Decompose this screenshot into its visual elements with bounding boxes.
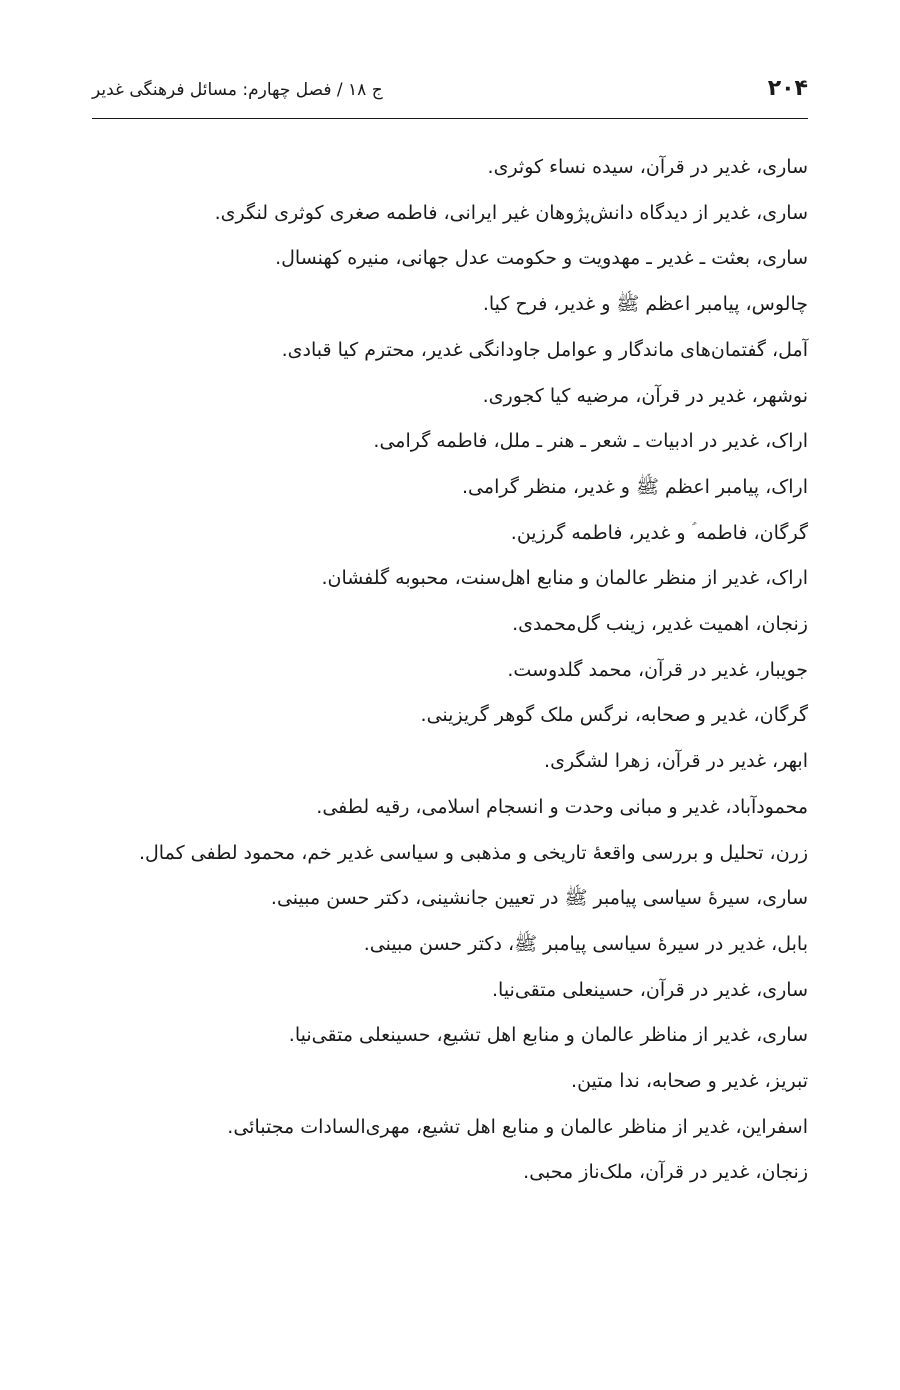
header-divider [92, 118, 808, 119]
list-item: ساری، غدیر از دیدگاه دانش‌پژوهان غیر ایرانی، فاطمه صغری کوثری لنگری. [214, 201, 808, 224]
list-item: گرگان، فاطمه ؑ و غدیر، فاطمه گرزین. [510, 521, 808, 544]
list-item: جویبار، غدیر در قرآن، محمد گلدوست. [507, 658, 808, 681]
list-item: تبریز، غدیر و صحابه، ندا متین. [571, 1070, 808, 1093]
list-item: اراک، پیامبر اعظم ﷺ و غدیر، منظر گرامی. [462, 475, 808, 498]
list-item: نوشهر، غدیر در قرآن، مرضیه کیا کجوری. [482, 384, 808, 407]
list-item: ساری، غدیر در قرآن، حسینعلی متقی‌نیا. [492, 978, 808, 1001]
list-item: زرن، تحلیل و بررسی واقعهٔ تاریخی و مذهبی و سیاسی غدیر خم، محمود لطفی کمال. [138, 841, 808, 864]
list-item: آمل، گفتمان‌های ماندگار و عوامل جاودانگی غدیر، محترم کیا قبادی. [281, 338, 808, 361]
running-title: ج ۱۸ / فصل چهارم: مسائل فرهنگی غدیر [92, 80, 383, 100]
page-header [92, 74, 808, 114]
list-item: اراک، غدیر در ادبیات ـ شعر ـ هنر ـ ملل، فاطمه گرامی. [373, 430, 808, 453]
list-item: اسفراین، غدیر از مناظر عالمان و منابع اهل تشیع، مهری‌السادات مجتبائی. [227, 1115, 808, 1138]
page-number: ۲۰۴ [767, 76, 808, 101]
list-item: زنجان، غدیر در قرآن، ملک‌ناز محبی. [523, 1161, 808, 1184]
list-item: ساری، سیرهٔ سیاسی پیامبر ﷺ در تعیین جانشینی، دکتر حسن مبینی. [270, 887, 808, 910]
list-item: ساری، بعثت ـ غدیر ـ مهدویت و حکومت عدل جهانی، منیره کهنسال. [275, 247, 808, 270]
list-item: محمودآباد، غدیر و مبانی وحدت و انسجام اسلامی، رقیه لطفی. [316, 795, 808, 818]
list-item: زنجان، اهمیت غدیر، زینب گل‌محمدی. [512, 613, 808, 636]
list-item: ساری، غدیر در قرآن، سیده نساء کوثری. [487, 156, 808, 178]
list-item: گرگان، غدیر و صحابه، نرگس ملک گوهر گریزینی. [420, 704, 808, 727]
list-item: بابل، غدیر در سیرهٔ سیاسی پیامبر ﷺ، دکتر حسن مبینی. [363, 932, 808, 955]
entry-list [92, 145, 808, 1196]
list-item: اراک، غدیر از منظر عالمان و منابع اهل‌سنت، محبوبه گلفشان. [321, 567, 808, 590]
list-item: چالوس، پیامبر اعظم ﷺ و غدیر، فرح کیا. [482, 293, 808, 316]
list-item: ابهر، غدیر در قرآن، زهرا لشگری. [544, 750, 808, 773]
list-item: ساری، غدیر از مناظر عالمان و منابع اهل تشیع، حسینعلی متقی‌نیا. [288, 1024, 808, 1047]
